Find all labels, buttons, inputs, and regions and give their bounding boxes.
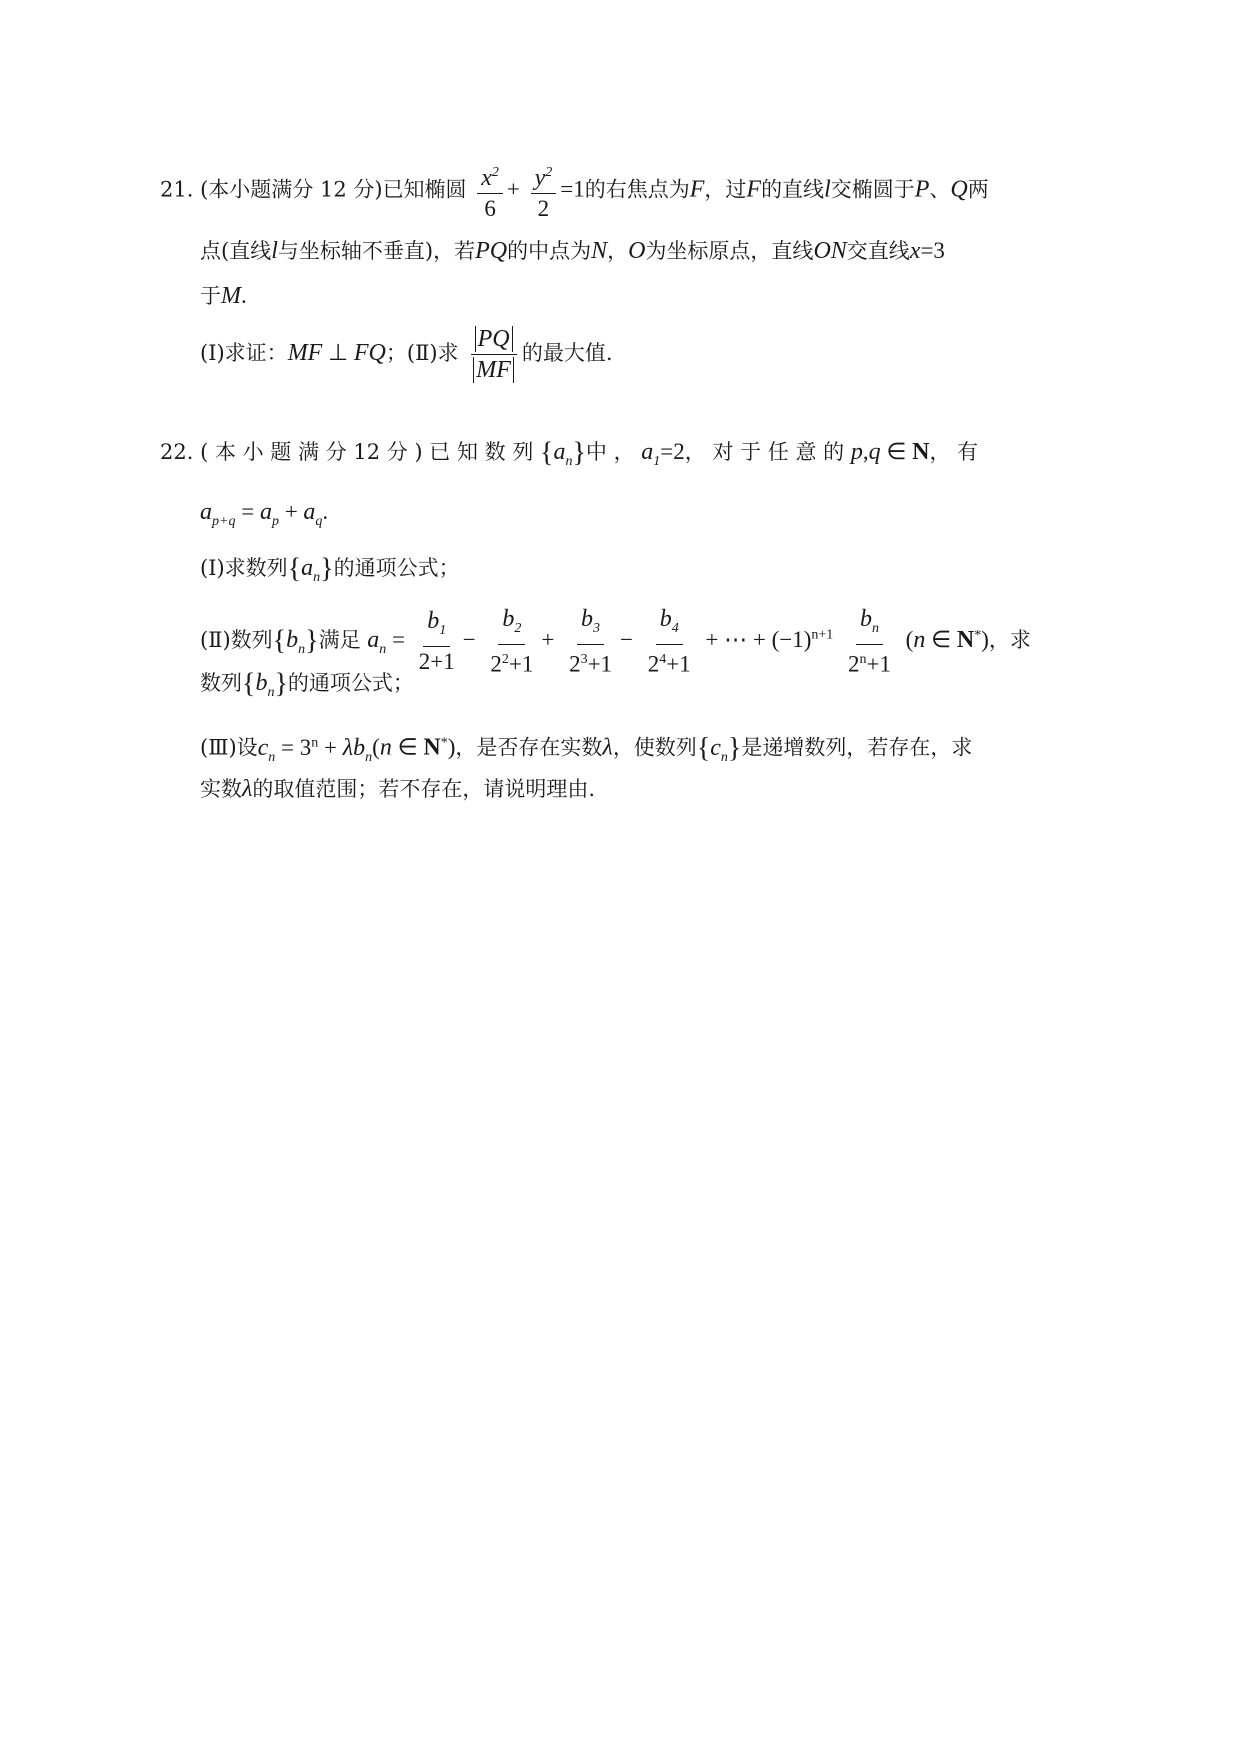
q22-number: 22. [160, 440, 194, 464]
q21-line-2: 点(直线l与坐标轴不垂直)，若PQ的中点为N，O为坐标原点，直线ON交直线x=3 [200, 238, 945, 264]
q22-header: ( 本 小 题 满 分 12 分 ) [200, 440, 423, 464]
fraction-b1: $\frac{b_1}{2+1}$ [418, 608, 455, 675]
fraction-b4: $\frac{b_4}{2^4+1}$ [647, 606, 691, 677]
q21-number: 21. [160, 177, 194, 202]
fraction-b3: $\frac{b_3}{2^3+1}$ [569, 606, 613, 677]
q21-part1-label: (Ⅰ)求证： [200, 341, 288, 365]
fraction-bn: $\frac{b_n}{2^n+1}$ [847, 606, 891, 677]
q22-part3-cont: 实数λ的取值范围；若不存在，请说明理由. [200, 776, 596, 802]
q21-parts: (Ⅰ)求证：MF ⊥ FQ；(Ⅱ)求 $\frac{PQ}{MF}$ 的最大值. [200, 326, 613, 383]
fraction-x2-6: $\frac{x^2}{6}$ [477, 160, 503, 222]
q22-line-1: 22. ( 本 小 题 满 分 12 分 ) 已 知 数 列 $\{a_n\}$中 ， $a_1=2$， 对 于 任 意 的 p,q ∈ N， 有 [160, 437, 979, 469]
q22-part3: (Ⅲ)设$c_n = 3^n + \lambda b_n(n$ ∈ N*)，是否存在实数λ，使数列$\{c_n\}$是递增数列，若存在，求 [200, 733, 973, 765]
q22-line-2: $a_{p+q} = a_p + a_q$. [200, 499, 329, 529]
q22-part2: (Ⅱ)数列$\{b_n\}$满足 $a_n$ = $\frac{b_1}{2+1}$ − $\frac{b_2}{2^2+1}$ + $\frac{b_3}{2^3+1}$ − $\frac{b_4}{2^4+1}$ + ⋯ + $(-1)^{n+1}$ $\frac{b_n}{2^n+1}$ (n ∈ N*)，求 [200, 606, 1031, 677]
fraction-y2-2: $\frac{y^2}{2}$ [531, 160, 557, 222]
fraction-pq-mf: $\frac{PQ}{MF}$ [469, 326, 518, 383]
q21-line-1: 21. (本小题满分 12 分)已知椭圆 $\frac{x^2}{6}$ + $\frac{y^2}{2}$ =1的右焦点为F，过F的直线l交椭圆于P、Q两 [160, 160, 989, 222]
q22-part2-cont: 数列$\{b_n\}$的通项公式； [200, 668, 414, 700]
q21-header: (本小题满分 12 分) [200, 177, 383, 202]
q21-line-3: 于M. [200, 283, 247, 309]
fraction-b2: $\frac{b_2}{2^2+1}$ [490, 606, 534, 677]
q22-part1: (Ⅰ)求数列$\{a_n\}$的通项公式； [200, 553, 460, 585]
